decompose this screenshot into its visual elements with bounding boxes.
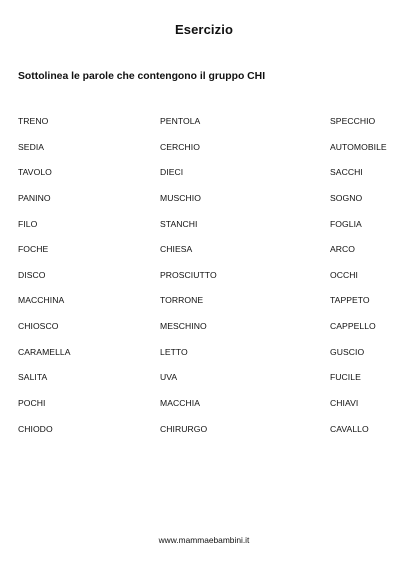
word-item: PENTOLA	[160, 116, 201, 126]
word-item: SEDIA	[18, 141, 45, 152]
word-item: SPECCHIO	[330, 116, 376, 126]
word-item: FOGLIA	[330, 218, 362, 229]
word-item: CERCHIO	[160, 141, 200, 152]
word-item: MACCHIA	[160, 398, 200, 409]
word-item: SACCHI	[330, 167, 363, 178]
word-row	[0, 219, 408, 245]
word-item: DIECI	[160, 167, 184, 178]
exercise-instruction: Sottolinea le parole che contengono il gruppo CHI	[18, 71, 266, 82]
word-item: CHIESA	[160, 244, 193, 255]
word-item: SOGNO	[330, 192, 363, 203]
word-row	[0, 193, 408, 219]
word-item: CHIRURGO	[160, 423, 208, 434]
word-grid	[0, 116, 408, 449]
word-item: MESCHINO	[160, 321, 207, 332]
word-row	[0, 398, 408, 424]
word-item: PROSCIUTTO	[160, 269, 217, 280]
word-item: TORRONE	[160, 295, 204, 306]
page-title: Esercizio	[175, 22, 233, 37]
word-row	[0, 142, 408, 168]
word-item: OCCHI	[330, 269, 358, 280]
word-item: FILO	[18, 218, 38, 229]
word-row	[0, 321, 408, 347]
word-row	[0, 270, 408, 296]
word-item: TAPPETO	[330, 295, 370, 306]
word-item: CHIODO	[18, 423, 53, 434]
word-item: UVA	[160, 372, 178, 383]
word-item: DISCO	[18, 269, 46, 280]
word-item: CARAMELLA	[18, 346, 71, 357]
word-item: CAVALLO	[330, 423, 369, 434]
word-row	[0, 424, 408, 450]
word-item: MUSCHIO	[160, 192, 201, 203]
word-item: ARCO	[330, 244, 356, 255]
word-item: LETTO	[160, 346, 188, 357]
word-row	[0, 167, 408, 193]
website-footer: www.mammaebambini.it	[158, 535, 250, 545]
word-item: TAVOLO	[18, 167, 52, 178]
word-row	[0, 295, 408, 321]
word-item: MACCHINA	[18, 295, 65, 306]
word-item: FOCHE	[18, 244, 49, 255]
word-row	[0, 244, 408, 270]
word-item: SALITA	[18, 372, 48, 383]
word-item: AUTOMOBILE	[330, 141, 387, 152]
word-item: PANINO	[18, 192, 51, 203]
word-item: TRENO	[18, 116, 49, 126]
word-item: GUSCIO	[330, 346, 365, 357]
word-row	[0, 372, 408, 398]
word-item: STANCHI	[160, 218, 198, 229]
word-row	[0, 116, 408, 142]
word-row	[0, 347, 408, 373]
word-item: CHIAVI	[330, 398, 359, 409]
word-item: CHIOSCO	[18, 321, 59, 332]
word-item: CAPPELLO	[330, 321, 376, 332]
word-item: FUCILE	[330, 372, 361, 383]
word-item: POCHI	[18, 398, 46, 409]
